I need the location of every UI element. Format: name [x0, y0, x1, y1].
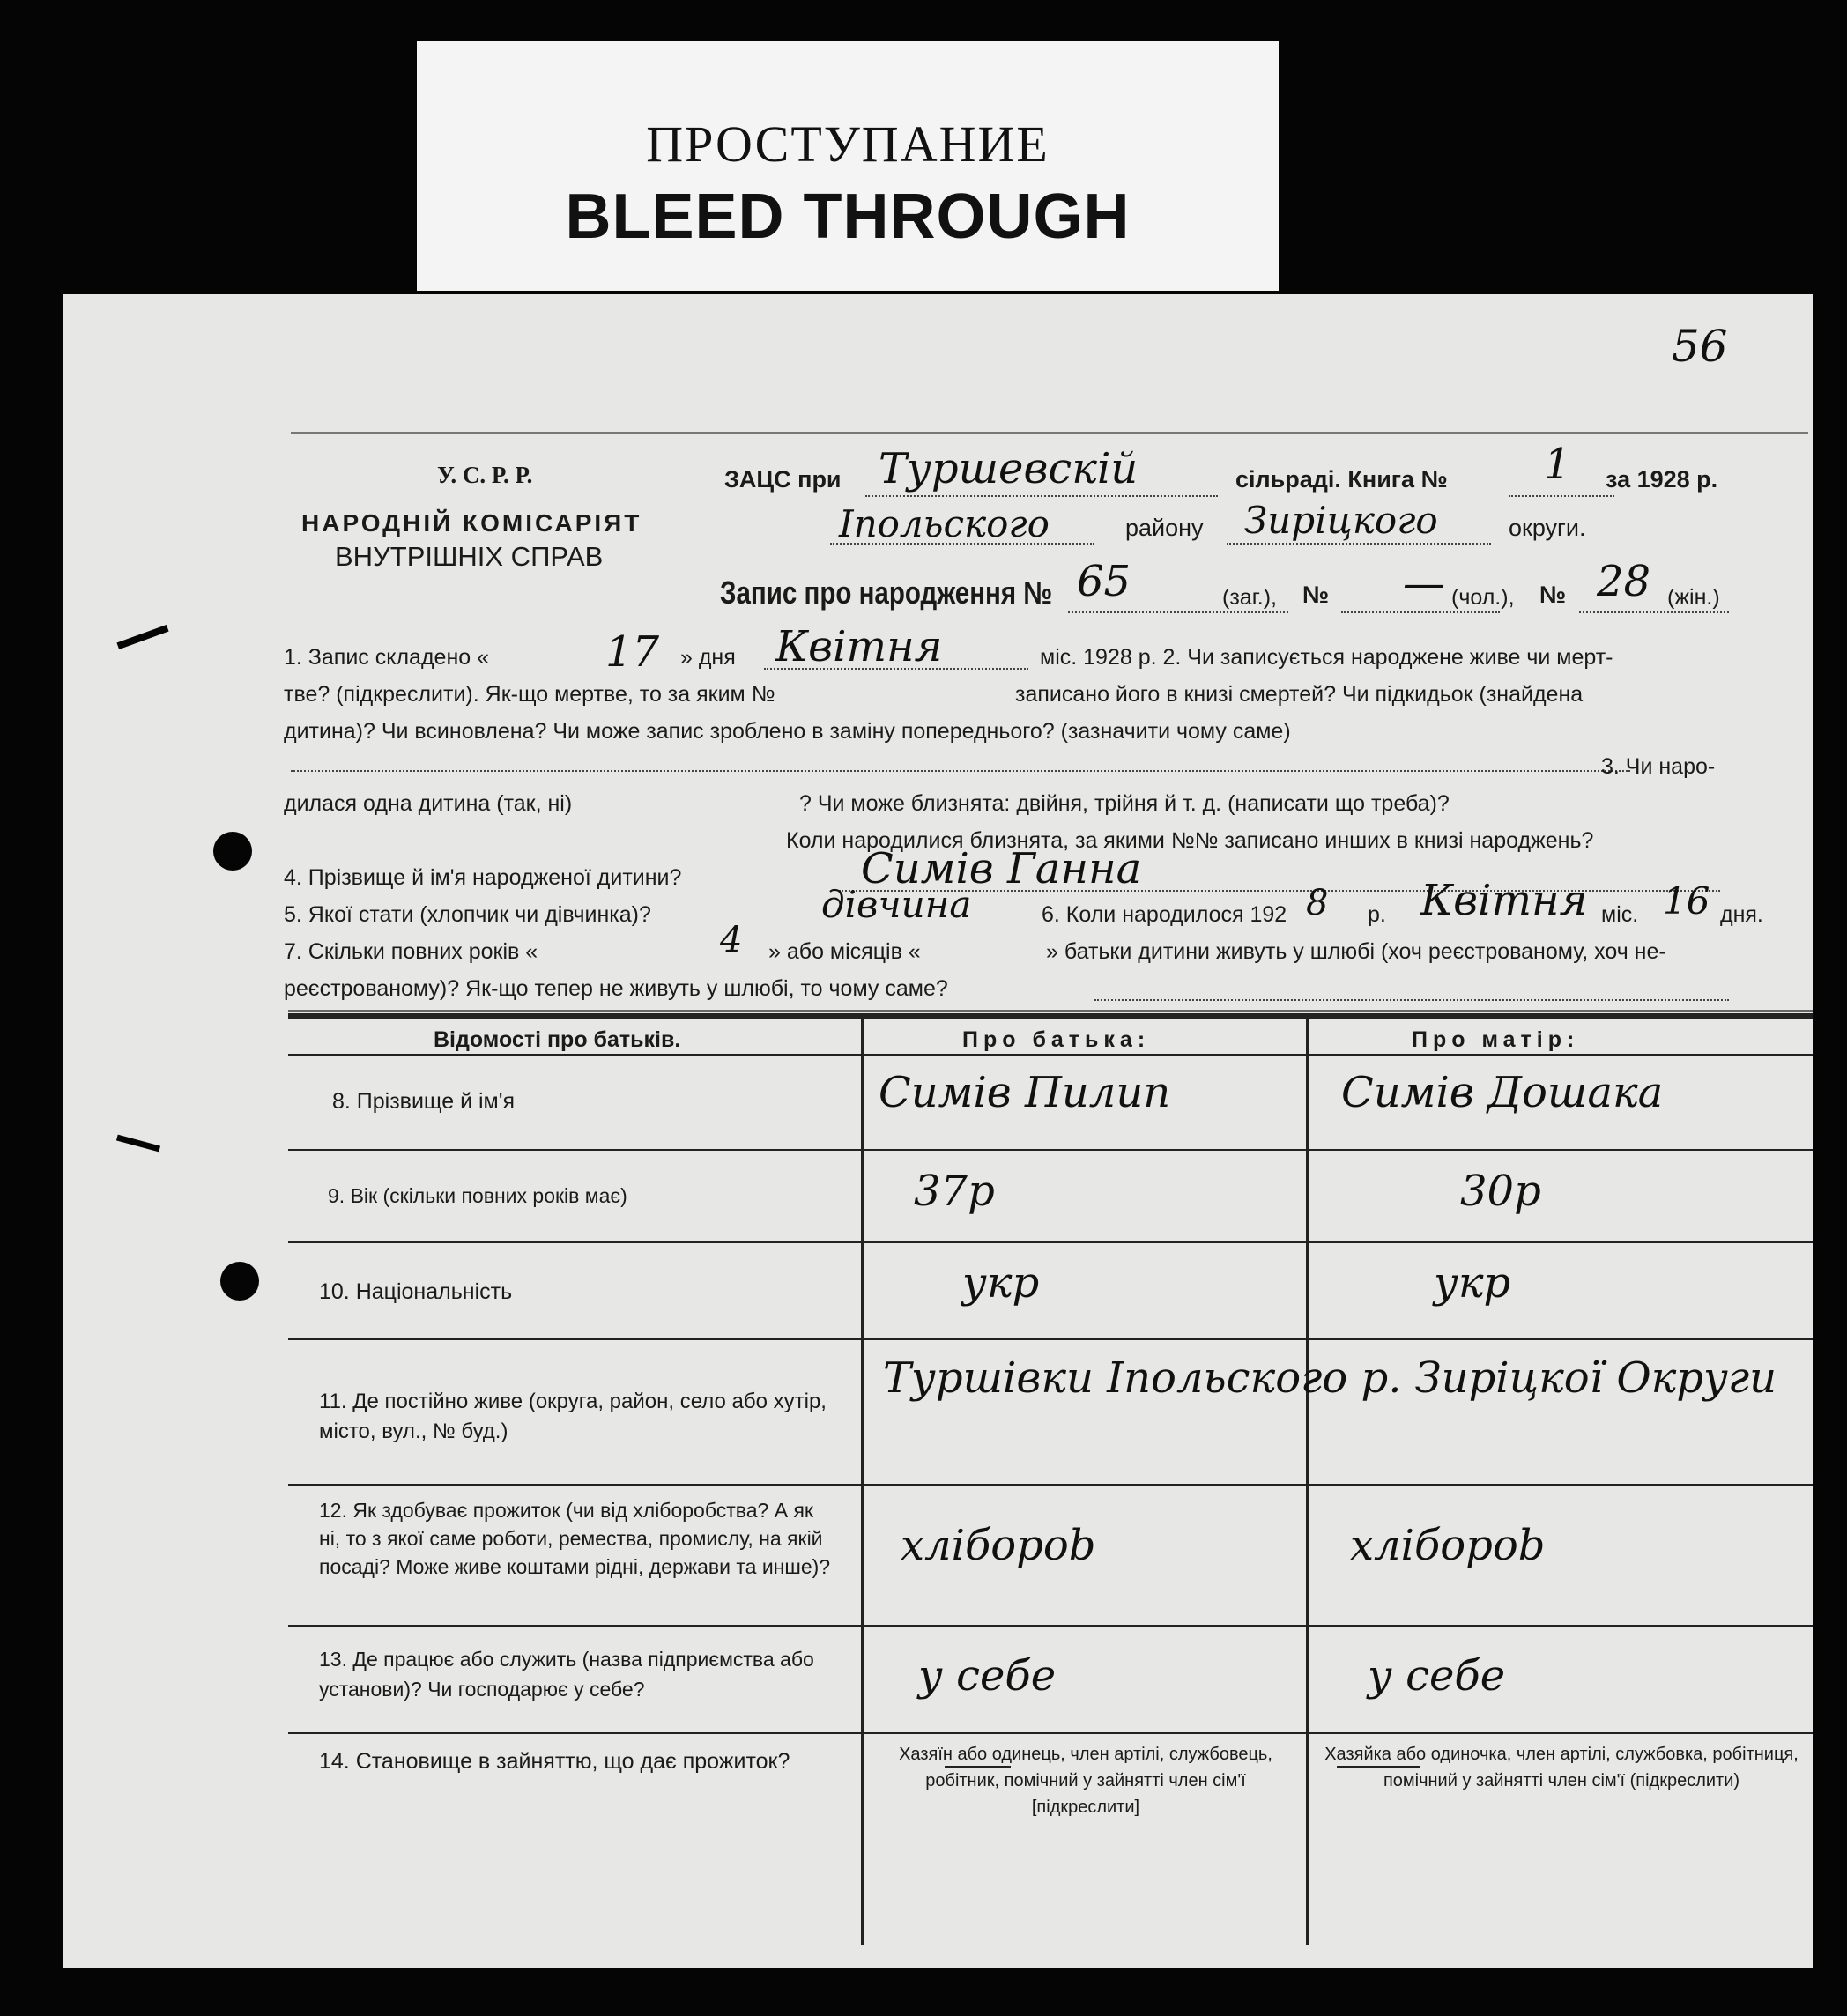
table-col-divider-1 [861, 1019, 864, 1945]
record-title: Запис про народження № [720, 574, 1053, 611]
record-number-female: 28 [1597, 557, 1651, 606]
q6-text: 6. Коли народилося 192 [1042, 902, 1287, 927]
zags-prefix: ЗАЦС при [724, 466, 842, 493]
zags-value: Туршевскій [879, 444, 1139, 493]
child-name: Симів Ганна [861, 844, 1142, 893]
father-age: 37р [914, 1167, 995, 1216]
q4-text: 4. Прізвище й ім'я народженої дитини? [284, 865, 682, 890]
commissariat-line2: ВНУТРІШНІХ СПРАВ [335, 541, 604, 572]
q6-year-unit: р. [1368, 902, 1386, 927]
q1-text-b: » дня [680, 645, 736, 670]
birth-year-digit: 8 [1306, 883, 1329, 923]
section-rule-thick [288, 1013, 1813, 1019]
record-male-line [1341, 611, 1500, 613]
mother-status-underline [1337, 1766, 1420, 1768]
record-no-symbol-1: № [1302, 582, 1330, 608]
record-chol-label: (чол.), [1451, 585, 1515, 610]
col-header-father: Про батька: [962, 1027, 1151, 1052]
edge-tear [116, 625, 168, 649]
birth-record-sheet [63, 294, 1813, 1968]
q7-text-b: » або місяців « [768, 939, 921, 964]
label-english: BLEED THROUGH [565, 181, 1131, 252]
q3-text-cont: дилася одна дитина (так, ні) [284, 791, 573, 816]
q3-twins-text: Коли народилися близнята, за якими №№ записано инших в книзі народжень? [786, 828, 1594, 853]
commissariat-line1: НАРОДНІЙ КОМІСАРІЯТ [301, 509, 642, 537]
table-row-divider [288, 1625, 1813, 1627]
mother-occupation: хліборob [1350, 1521, 1546, 1570]
q1-text-c: міс. 1928 р. 2. Чи записується народжене живе чи мерт- [1040, 645, 1613, 670]
col-header-mother: Про матір: [1412, 1027, 1580, 1052]
col-header-parents: Відомості про батьків. [434, 1027, 681, 1052]
q7-text-c: » батьки дитини живуть у шлюбі (хоч реєстрованому, хоч не- [1046, 939, 1666, 964]
silrada-label: сільраді. Книга № [1235, 466, 1448, 493]
q2-text-b: записано його в книзі смертей? Чи підкидьок (знайдена [1015, 682, 1584, 707]
row-12-label: 12. Як здобуває прожиток (чи від хліборобства? А як ні, то з якої саме роботи, ремества, промислу, на якій посаді? Може живе коштами рідні, держави та инше)? [319, 1499, 831, 1578]
mother-name: Симів Дошака [1341, 1068, 1664, 1117]
table-row-divider [288, 1338, 1813, 1340]
record-zhin-label: (жін.) [1667, 585, 1720, 610]
record-day: 17 [605, 627, 660, 677]
birth-day: 16 [1663, 879, 1710, 923]
okruha-value: Зиріцкого [1244, 499, 1438, 542]
book-number: 1 [1544, 440, 1571, 489]
birth-month: Квітня [1420, 876, 1588, 925]
q3-text: 3. Чи наро- [1601, 754, 1716, 779]
record-no-symbol-2: № [1539, 582, 1567, 608]
ussr-abbrev: У. С. Р. Р. [437, 462, 533, 488]
row-8-label: 8. Прізвище й ім'я [332, 1089, 516, 1114]
record-female-line [1579, 611, 1729, 613]
raion-line [830, 543, 1094, 545]
mother-employment-status: Хазяйка або одиночка, член артілі, службовка, робітниця, помічний у зайнятті член сім'ї (підкреслити) [1324, 1745, 1799, 1790]
record-month: Квітня [775, 622, 943, 671]
edge-tear [116, 1135, 160, 1153]
child-sex: дівчина [821, 883, 972, 926]
book-line [1509, 495, 1614, 497]
row-9-label: 9. Вік (скільки повних років має) [328, 1184, 627, 1207]
years-married: 4 [720, 920, 743, 960]
raion-value: Іпольского [839, 502, 1050, 545]
row-10-label: 10. Національність [319, 1279, 513, 1304]
q6-month-unit: міс. [1601, 902, 1639, 927]
q7-text: 7. Скільки повних років « [284, 939, 538, 964]
table-col-divider-2 [1306, 1019, 1309, 1945]
father-residence: Туршівки Іпольского р. Зиріцкої Округи [883, 1353, 1777, 1403]
record-year: за 1928 р. [1606, 466, 1718, 493]
table-row-divider [288, 1732, 1813, 1734]
okruha-label: округи. [1509, 515, 1586, 541]
raion-label: району [1125, 515, 1204, 541]
q2-text: тве? (підкреслити). Як-що мертве, то за яким № [284, 682, 775, 707]
zags-line [865, 495, 1218, 497]
record-total-line [1068, 611, 1288, 613]
mother-workplace: у себе [1368, 1651, 1506, 1701]
okruha-line [1227, 543, 1491, 545]
father-workplace: у себе [918, 1651, 1057, 1701]
section-rule-thin [288, 1010, 1813, 1012]
father-occupation: хліборob [901, 1521, 1096, 1570]
mother-nationality: укр [1434, 1258, 1511, 1308]
father-nationality: укр [962, 1258, 1040, 1308]
table-row-divider [288, 1241, 1813, 1243]
top-rule [291, 432, 1808, 434]
punch-hole [220, 1262, 259, 1301]
father-employment-status: Хазяїн або одинець, член артілі, службовець, робітник, помічний у зайнятті член сім'ї [підкреслити] [899, 1745, 1272, 1817]
label-russian: ПРОСТУПАНИЕ [646, 115, 1050, 173]
q6-day-unit: дня. [1720, 902, 1763, 927]
q2-answer-line [291, 770, 1630, 772]
q5-text: 5. Якої стати (хлопчик чи дівчинка)? [284, 902, 651, 927]
father-status-underline [945, 1766, 1011, 1768]
record-zah-label: (заг.), [1222, 585, 1277, 610]
q2-text-cont: дитина)? Чи всиновлена? Чи може запис зроблено в заміну попереднього? (зазначити чому саме) [284, 719, 1291, 744]
record-month-line [764, 668, 1028, 670]
row-13-label: 13. Де працює або служить (назва підприємства або установи)? Чи господарює у себе? [319, 1648, 814, 1701]
father-name: Симів Пилип [879, 1068, 1171, 1117]
table-row-divider [288, 1484, 1813, 1486]
bleed-through-label [417, 41, 1279, 291]
q1-text-a: 1. Запис складено « [284, 645, 490, 670]
record-number-total: 65 [1077, 557, 1131, 606]
page-number: 56 [1672, 321, 1728, 372]
table-header-rule [288, 1054, 1813, 1056]
mother-age: 30р [1460, 1167, 1541, 1216]
record-number-male: — [1403, 559, 1445, 608]
punch-hole [213, 832, 252, 871]
row-11-label: 11. Де постійно живе (округа, район, село або хутір, місто, вул., № буд.) [319, 1390, 827, 1443]
q3-text-b: ? Чи може близнята: двійня, трійня й т. д. (написати що треба)? [799, 791, 1450, 816]
table-row-divider [288, 1149, 1813, 1151]
q7-answer-line [1094, 999, 1729, 1001]
q7-text-cont: реєстрованому)? Як-що тепер не живуть у шлюбі, то чому саме? [284, 976, 948, 1001]
row-14-label: 14. Становище в зайняттю, що дає прожиток? [319, 1749, 790, 1774]
